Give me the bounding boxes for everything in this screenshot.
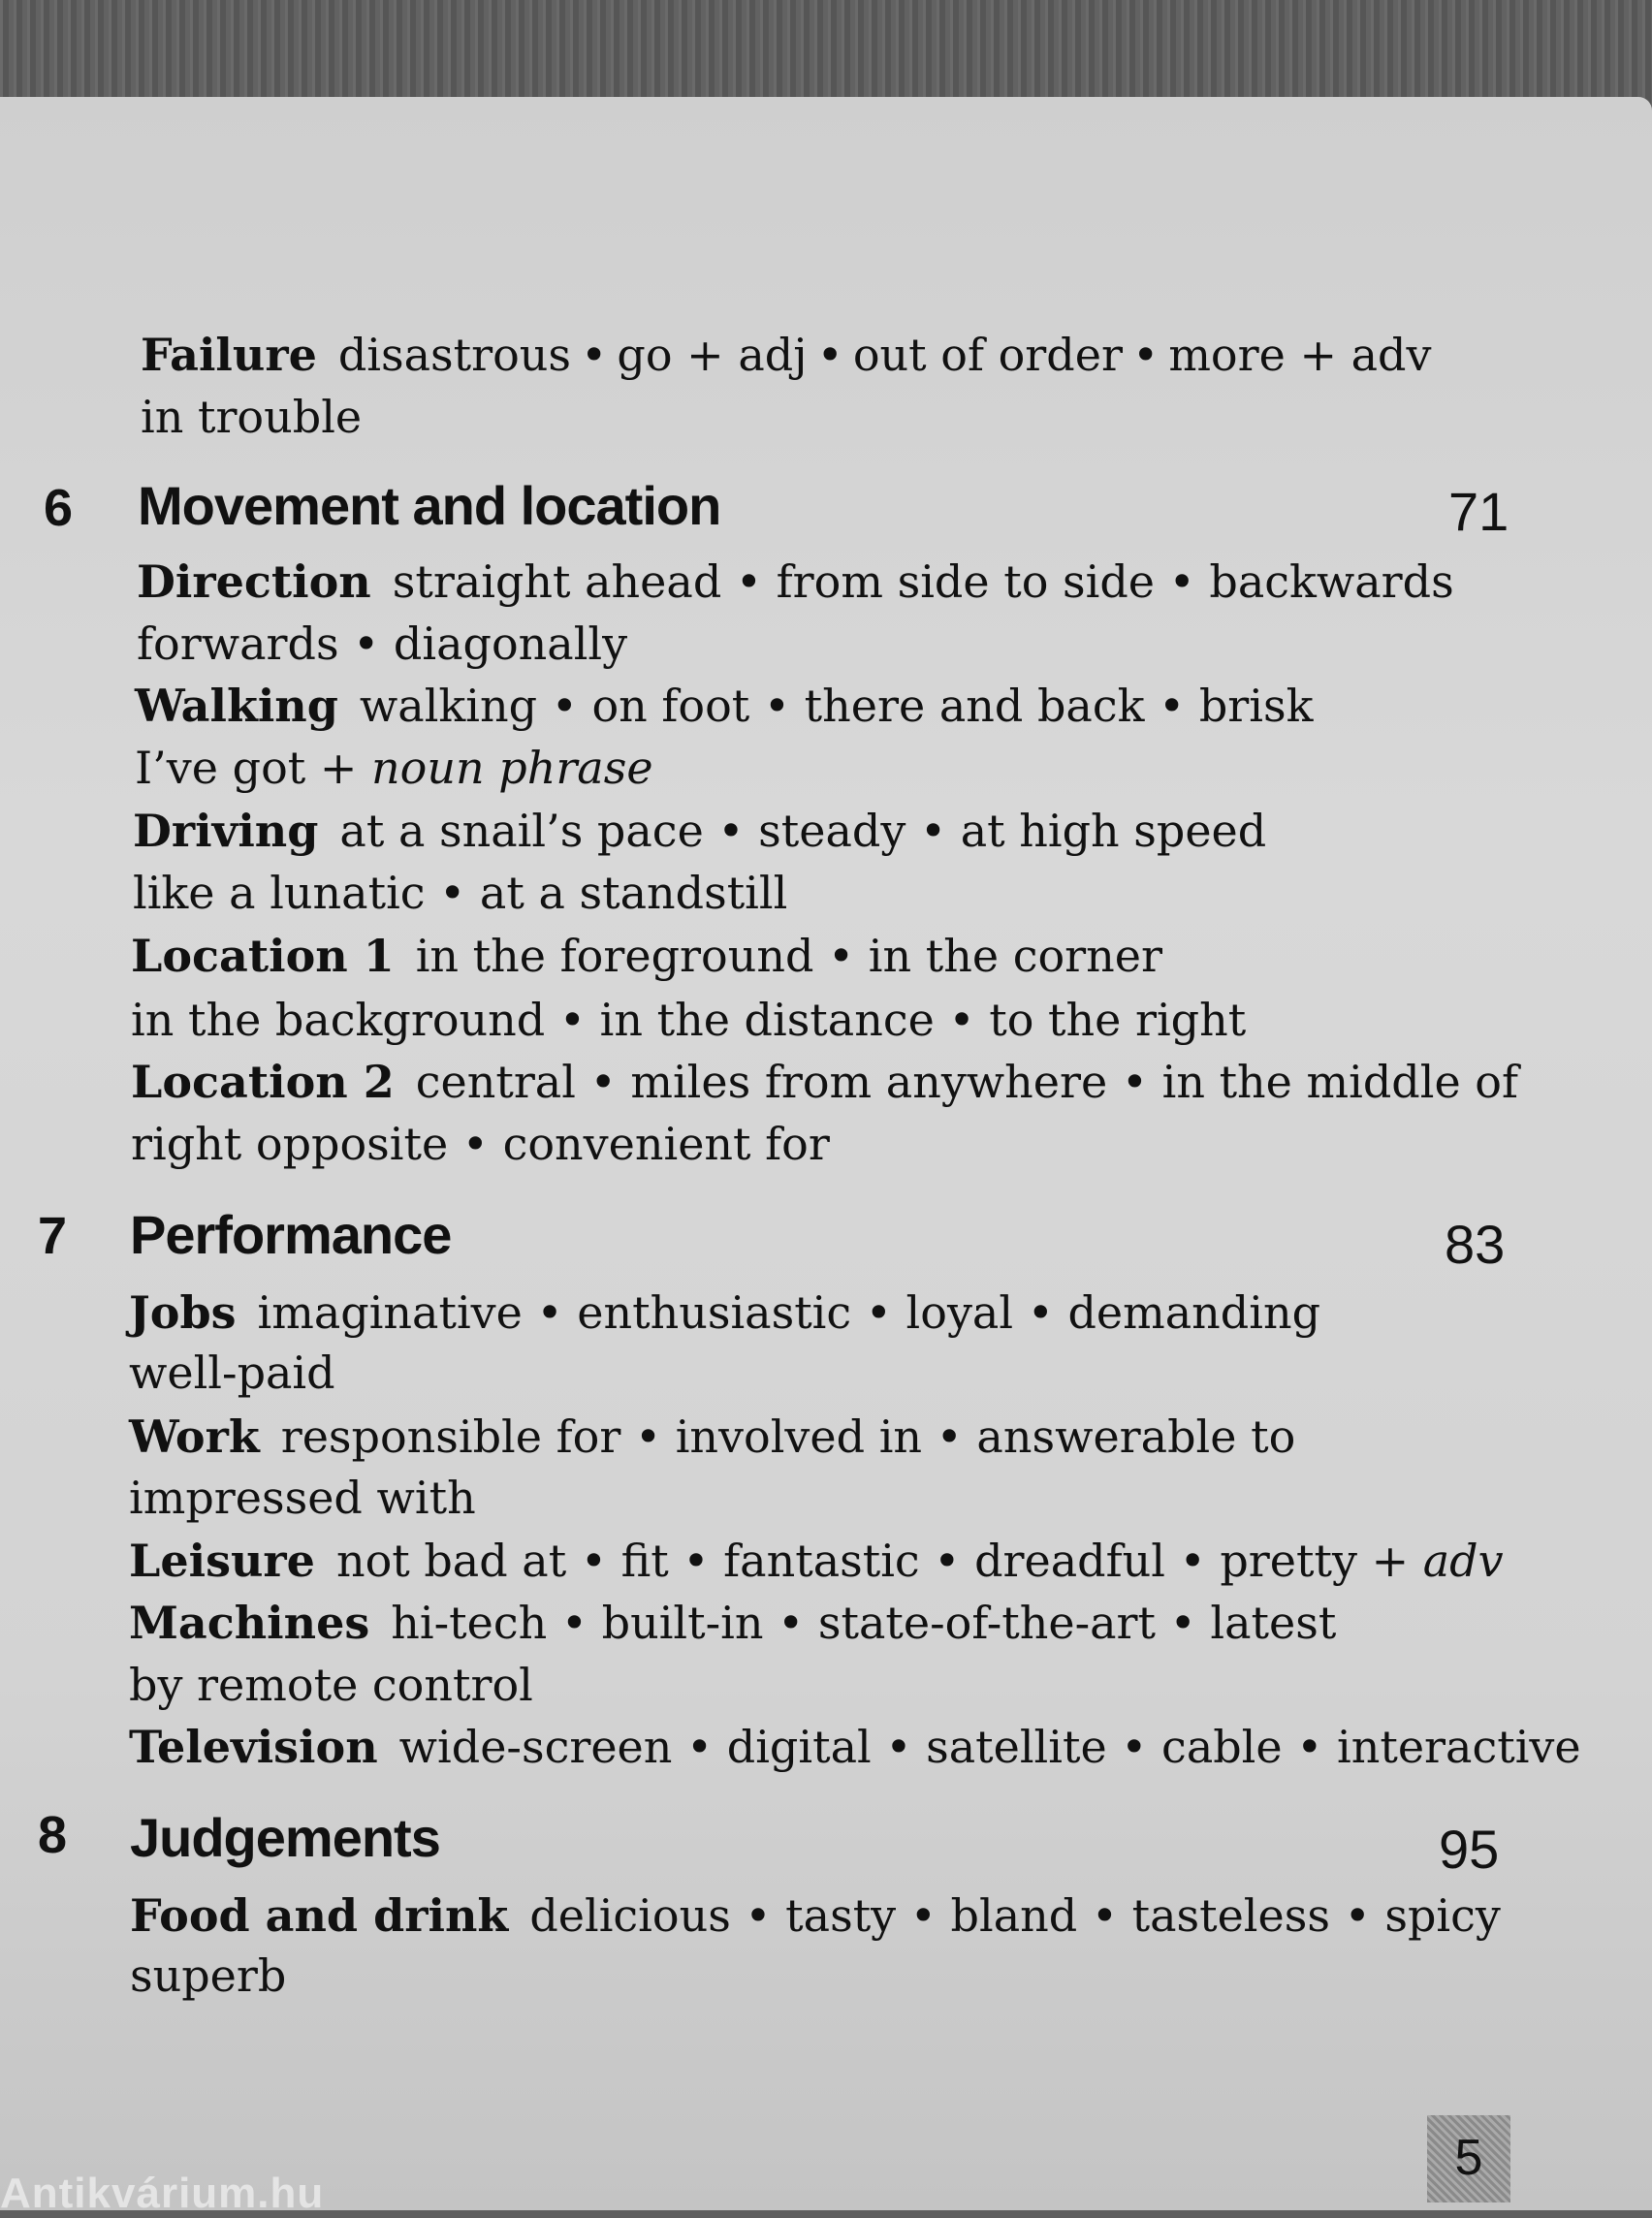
topic-location-1: Location 1 in the foreground • in the corner bbox=[131, 930, 1162, 982]
topic-television: Television wide-screen • digital • satellite • cable • interactive bbox=[129, 1721, 1581, 1773]
topic-driving-line2: like a lunatic • at a standstill bbox=[133, 867, 788, 919]
topic-label: Work bbox=[129, 1410, 260, 1463]
topic-location-1-line2: in the background • in the distance • to the right bbox=[131, 994, 1247, 1046]
topic-label: Walking bbox=[135, 680, 338, 732]
topic-failure-line2: in trouble bbox=[141, 391, 363, 443]
topic-failure: Failure disastrous • go + adj • out of order • more + adv bbox=[141, 329, 1432, 381]
topic-direction-line2: forwards • diagonally bbox=[137, 618, 628, 670]
topic-jobs-line2: well-paid bbox=[129, 1347, 335, 1399]
page-number-box bbox=[1427, 2115, 1510, 2202]
topic-label: Jobs bbox=[129, 1286, 237, 1339]
topic-jobs: Jobs imaginative • enthusiastic • loyal • demanding bbox=[129, 1286, 1321, 1339]
section-page-number: 83 bbox=[1445, 1214, 1506, 1275]
topic-label: Machines bbox=[129, 1597, 370, 1649]
section-page-number: 71 bbox=[1448, 481, 1509, 542]
topic-label: Television bbox=[129, 1721, 378, 1773]
section-title: Judgements bbox=[130, 1807, 440, 1868]
topic-work: Work responsible for • involved in • answerable to bbox=[129, 1410, 1296, 1463]
page-number: 5 bbox=[1454, 2130, 1483, 2186]
section-title: Performance bbox=[130, 1204, 452, 1265]
topic-label: Driving bbox=[133, 805, 319, 857]
topic-label: Direction bbox=[137, 555, 371, 608]
topic-machines: Machines hi-tech • built-in • state-of-the-art • latest bbox=[129, 1597, 1337, 1649]
watermark: Antikvárium.hu bbox=[0, 2170, 325, 2217]
topic-walking: Walking walking • on foot • there and back • brisk bbox=[135, 680, 1314, 732]
topic-label: Food and drink bbox=[130, 1889, 509, 1942]
topic-walking-line2: I’ve got + noun phrase bbox=[135, 742, 653, 794]
topic-direction: Direction straight ahead • from side to side • backwards bbox=[137, 555, 1454, 608]
topic-work-line2: impressed with bbox=[129, 1472, 476, 1524]
topic-machines-line2: by remote control bbox=[129, 1659, 533, 1711]
topic-location-2-line2: right opposite • convenient for bbox=[131, 1118, 830, 1170]
topic-label: Leisure bbox=[129, 1535, 315, 1587]
topic-driving: Driving at a snail’s pace • steady • at high speed bbox=[133, 805, 1267, 857]
section-number: 8 bbox=[38, 1806, 68, 1864]
topic-label: Location 2 bbox=[131, 1056, 395, 1108]
topic-food-and-drink-line2: superb bbox=[130, 1949, 287, 2002]
topic-food-and-drink: Food and drink delicious • tasty • bland • tasteless • spicy bbox=[130, 1889, 1501, 1942]
topic-leisure: Leisure not bad at • fit • fantastic • dreadful • pretty + adv bbox=[129, 1535, 1504, 1587]
section-number: 7 bbox=[38, 1207, 68, 1265]
section-page-number: 95 bbox=[1439, 1819, 1500, 1880]
topic-label: Failure bbox=[141, 329, 317, 381]
topic-label: Location 1 bbox=[131, 930, 395, 982]
section-title: Movement and location bbox=[138, 475, 721, 536]
section-number: 6 bbox=[44, 479, 74, 537]
topic-location-2: Location 2 central • miles from anywhere • in the middle of bbox=[131, 1056, 1519, 1108]
